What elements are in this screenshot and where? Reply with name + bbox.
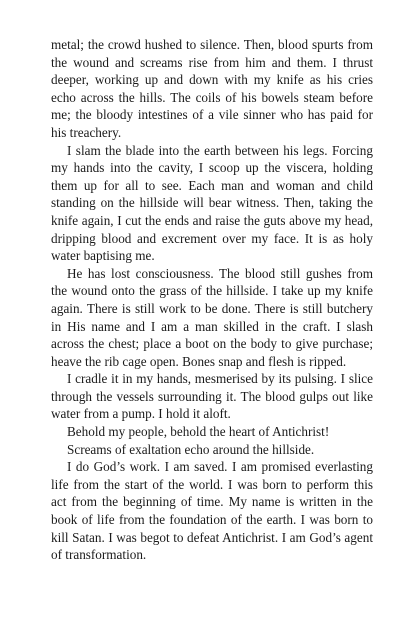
body-text [51, 36, 373, 564]
paragraph: I do God’s work. I am saved. I am promised everlasting life from the start of the world. I was born to perform this act from the beginning of time. My name is written in the book of life from the foundation of the earth. I was born to kill Satan. I was begot to defeat Antichrist. I am God’s agent of transformation. [51, 459, 373, 563]
paragraph: Screams of exaltation echo around the hillside. [67, 441, 315, 457]
paragraph: I slam the blade into the earth between his legs. Forcing my hands into the cavity, I scoop up the viscera, holding them up for all to see. Each man and woman and child standing on the hillside will bear witness. Then, taking the knife again, I cut the ends and raise the guts above my head, dripping blood and excrement over my face. It is as holy water baptising me. [51, 142, 373, 264]
paragraph: He has lost consciousness. The blood still gushes from the wound onto the grass of the hillside. I take up my knife again. There is still work to be done. There is still butchery in His name and I am a man skilled in the craft. I slash across the chest; place a boot on the body to give purchase; heave the rib cage open. Bones snap and flesh is ripped. [51, 265, 373, 369]
paragraph: I cradle it in my hands, mesmerised by its pulsing. I slice through the vessels surrounding it. The blood gulps out like water from a pump. I hold it aloft. [51, 371, 373, 422]
paragraph: Behold my people, behold the heart of Antichrist! [67, 424, 330, 440]
paragraph: metal; the crowd hushed to silence. Then, blood spurts from the wound and screams rise from him and them. I thrust deeper, working up and down with my knife as his cries echo across the hills. The coils of his bowels steam before me; the bloody intestines of a vile sinner who has paid for his treachery. [51, 37, 373, 140]
